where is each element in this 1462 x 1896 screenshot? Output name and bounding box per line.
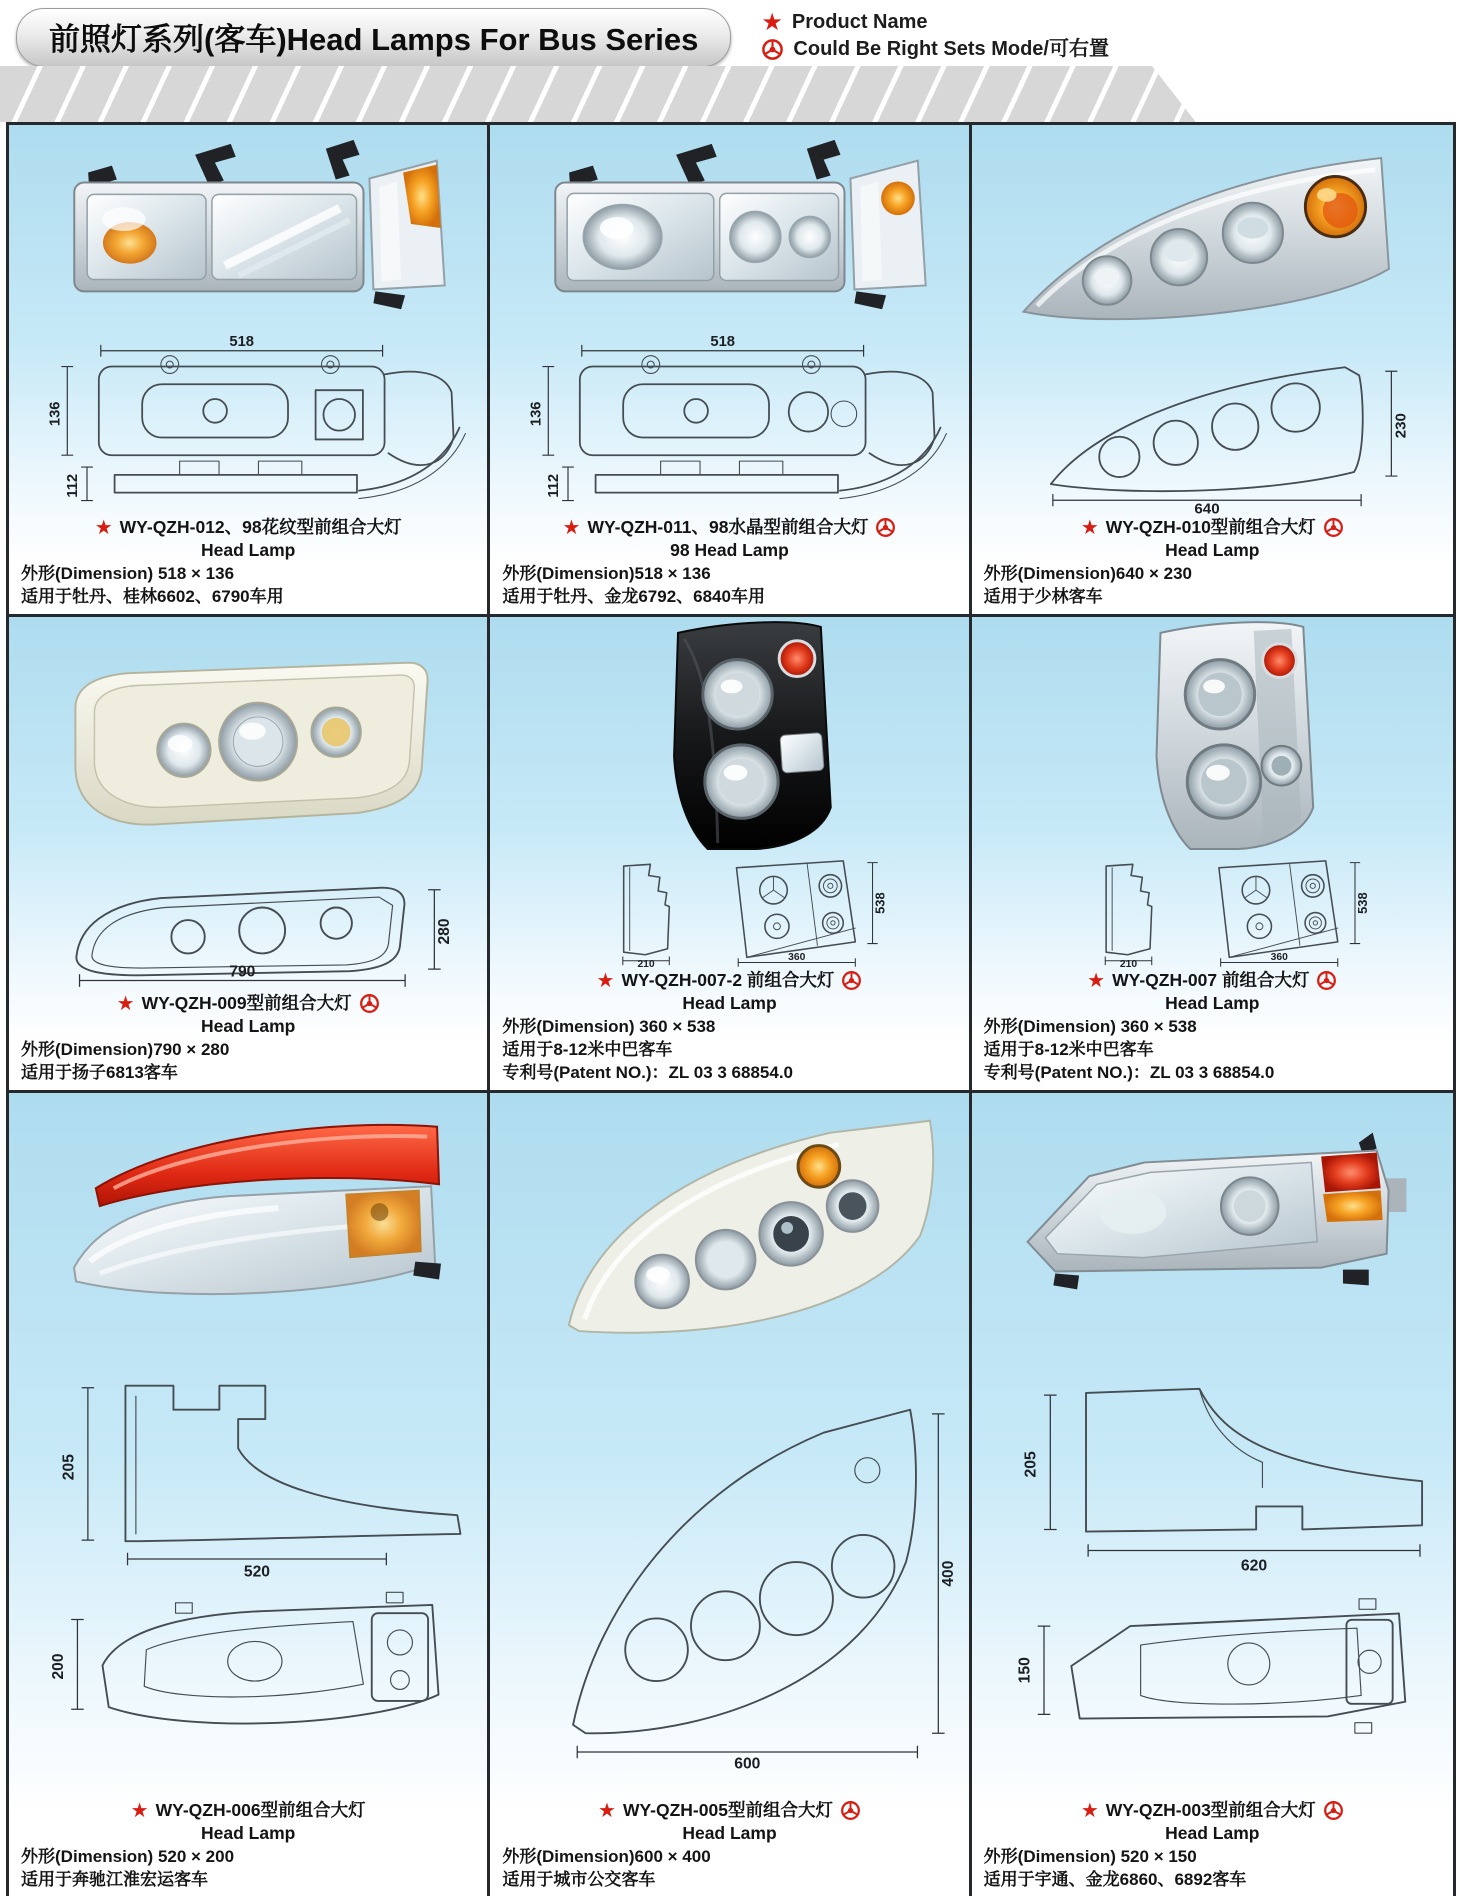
product-subtitle: Head Lamp [682,993,777,1013]
dim-label-width: 600 [734,1755,761,1773]
dimension-drawing [19,335,478,514]
technical-drawing [490,853,968,969]
title-pill [16,8,731,67]
product-info [490,1799,968,1896]
product-title-row [21,516,475,539]
dimension-drawing [981,854,1443,968]
dim-label-side-height: 112 [64,473,81,498]
product-subtitle: Head Lamp [1165,1823,1260,1843]
page-header [0,0,1462,64]
product-title: WY-QZH-011、98水晶型前组合大灯 [587,517,869,537]
legend [761,8,1109,63]
page-title: 前照灯系列(客车)Head Lamps For Bus Series [49,22,699,57]
product-star-icon: ★ [116,992,135,1015]
product-photo [972,1093,1453,1339]
product-subtitle: Head Lamp [682,1823,777,1843]
product-star-icon: ★ [1080,516,1099,539]
dim-label-side-height: 112 [546,473,563,498]
product-photo [972,617,1453,853]
product-photo [9,617,487,853]
product-application: 适用于牡丹、桂林6602、6790车用 [21,587,284,606]
dim-label-width: 520 [243,1563,270,1581]
headlamp-photo [981,125,1443,333]
headlamp-photo [19,125,478,333]
right-mode-icon [359,993,380,1014]
product-info [972,1799,1453,1896]
product-title: WY-QZH-007 前组合大灯 [1112,970,1310,990]
product-subtitle: Head Lamp [201,1823,296,1843]
right-mode-icon [1323,517,1344,538]
product-card-wy-qzh-003 [972,1093,1453,1896]
product-info [972,969,1453,1090]
dim-label-width: 360 [788,952,806,964]
product-card-wy-qzh-011 [490,125,971,617]
dim-label-height: 400 [939,1560,957,1587]
product-title: WY-QZH-012、98花纹型前组合大灯 [119,517,402,537]
product-application: 适用于城市公交客车 [502,1870,656,1889]
product-application: 适用于奔驰江淮宏运客车 [21,1870,208,1889]
product-star-icon: ★ [130,1799,149,1822]
product-title: WY-QZH-007-2 前组合大灯 [621,970,835,990]
dim-label-width: 360 [1270,952,1289,964]
dimension-drawing [500,335,959,514]
dim-label-height: 230 [1392,412,1410,439]
product-title: WY-QZH-003型前组合大灯 [1105,1800,1316,1820]
product-card-wy-qzh-005 [490,1093,971,1896]
right-mode-icon [875,517,896,538]
dimension-drawing [500,854,959,968]
product-title-row [984,516,1441,539]
dim-label-width: 620 [1241,1557,1268,1575]
star-icon: ★ [761,9,783,36]
product-card-wy-qzh-009 [9,617,490,1093]
technical-drawing [972,853,1453,969]
dim-label-side-width: 210 [637,958,655,968]
dim-label-height: 538 [872,892,888,915]
product-application: 适用于牡丹、金龙6792、6840车用 [502,587,765,606]
dim-label-height: 280 [435,918,453,945]
product-subtitle: Head Lamp [1165,540,1260,560]
dimension-drawing [19,1344,478,1795]
dim-label-width: 518 [710,334,735,350]
product-star-icon: ★ [1087,969,1106,992]
right-mode-icon [840,1800,861,1821]
product-dimension: 外形(Dimension) 518 × 136 [21,564,235,583]
product-dimension: 外形(Dimension)790 × 280 [21,1040,230,1059]
dim-label-width: 790 [228,963,255,981]
dimension-drawing [500,1344,959,1795]
headlamp-photo [19,617,478,853]
product-application: 适用于宇通、金龙6860、6892客车 [983,1870,1247,1889]
product-title: WY-QZH-009型前组合大灯 [141,993,352,1013]
product-photo [9,1093,487,1339]
product-patent: 专利号(Patent NO.)：ZL 03 3 68854.0 [502,1063,793,1082]
product-info [490,969,968,1090]
legend-right-mode-label: Could Be Right Sets Mode/可右置 [793,38,1109,60]
dim-label-height2: 200 [49,1652,67,1680]
dim-label-height: 538 [1355,892,1371,915]
dim-label-width: 640 [1194,500,1220,515]
dim-label-height: 136 [528,401,545,426]
product-dimension: 外形(Dimension)518 × 136 [502,564,711,583]
dimension-drawing [19,854,478,990]
product-info [9,516,487,614]
product-dimension: 外形(Dimension)640 × 230 [983,564,1192,583]
dim-label-width: 518 [228,334,254,350]
product-application: 适用于8-12米中巴客车 [502,1040,673,1059]
product-card-wy-qzh-007 [972,617,1453,1093]
product-star-icon: ★ [1080,1799,1099,1822]
product-subtitle: Head Lamp [1165,993,1260,1013]
product-title: WY-QZH-005型前组合大灯 [622,1800,833,1820]
product-title-row [984,1799,1441,1822]
product-dimension: 外形(Dimension) 360 × 538 [502,1017,716,1036]
product-info [9,992,487,1090]
right-mode-icon [841,970,862,991]
product-photo [972,125,1453,333]
headlamp-photo [500,617,959,853]
product-dimension: 外形(Dimension) 520 × 200 [21,1847,235,1866]
dimension-drawing [981,335,1443,514]
product-star-icon: ★ [94,516,113,539]
striped-band [0,66,1462,122]
product-title-row [21,992,475,1015]
headlamp-photo [19,1093,478,1339]
headlamp-photo [500,1093,959,1339]
product-photo [490,1093,968,1339]
dim-label-height: 136 [46,401,63,426]
product-application: 适用于扬子6813客车 [21,1063,178,1082]
technical-drawing [9,333,487,516]
technical-drawing [9,853,487,992]
product-card-wy-qzh-007-2 [490,617,971,1093]
legend-product-name [761,9,1109,36]
steering-wheel-icon [761,38,784,61]
technical-drawing [490,333,968,516]
product-title-row [502,969,956,992]
technical-drawing [490,1339,968,1799]
product-info [490,516,968,614]
dim-label-height1: 205 [1022,1450,1040,1478]
product-patent: 专利号(Patent NO.)：ZL 03 3 68854.0 [983,1063,1275,1082]
product-title-row [984,969,1441,992]
headlamp-photo [500,125,959,333]
headlamp-photo [981,1093,1443,1339]
technical-drawing [972,333,1453,516]
dim-label-height1: 205 [59,1453,77,1480]
product-card-wy-qzh-012 [9,125,490,617]
product-photo [9,125,487,333]
product-dimension: 外形(Dimension) 520 × 150 [983,1847,1197,1866]
product-subtitle: 98 Head Lamp [670,540,789,560]
right-mode-icon [1323,1800,1344,1821]
product-card-wy-qzh-006 [9,1093,490,1896]
product-star-icon: ★ [596,969,615,992]
technical-drawing [9,1339,487,1799]
product-subtitle: Head Lamp [201,1016,296,1036]
product-info [972,516,1453,614]
dim-label-height2: 150 [1016,1656,1034,1683]
dimension-drawing [981,1344,1443,1795]
product-grid [6,122,1456,1896]
product-title-row [21,1799,475,1822]
product-card-wy-qzh-010 [972,125,1453,617]
product-photo [490,125,968,333]
product-title-row [502,1799,956,1822]
headlamp-photo [981,617,1443,853]
product-application: 适用于少林客车 [983,587,1103,606]
product-photo [490,617,968,853]
product-title: WY-QZH-006型前组合大灯 [155,1800,366,1820]
product-application: 适用于8-12米中巴客车 [983,1040,1154,1059]
right-mode-icon [1316,970,1337,991]
product-title: WY-QZH-010型前组合大灯 [1105,517,1316,537]
dim-label-side-width: 210 [1120,958,1138,968]
product-info [9,1799,487,1896]
product-title-row [502,516,956,539]
legend-right-mode [761,36,1109,63]
product-star-icon: ★ [598,1799,616,1822]
product-star-icon: ★ [562,516,581,539]
legend-product-name-label: Product Name [791,11,928,33]
product-dimension: 外形(Dimension) 360 × 538 [983,1017,1197,1036]
technical-drawing [972,1339,1453,1799]
product-dimension: 外形(Dimension)600 × 400 [502,1847,711,1866]
product-subtitle: Head Lamp [201,540,296,560]
